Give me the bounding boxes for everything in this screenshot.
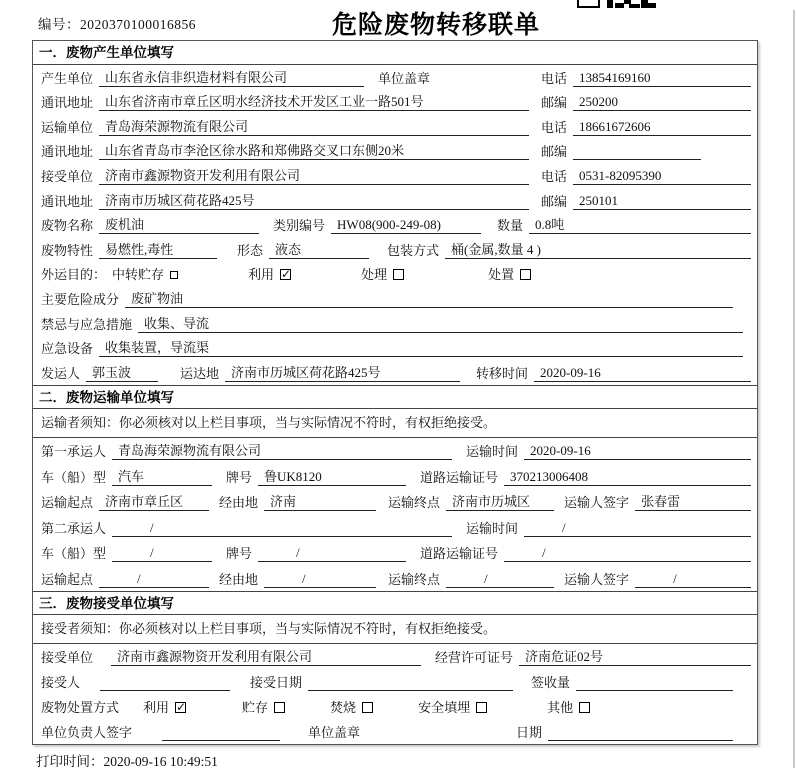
waste-form-value: 液态 [269,242,369,259]
destination-label: 运达地 [180,365,220,381]
accepting-unit-label: 接受单位 [41,649,94,665]
transporter-address-value: 山东省青岛市李沧区徐水路和郑佛路交叉口东侧20米 [99,143,529,160]
carrier2-via-label: 经由地 [219,571,259,587]
row-receiver [33,163,757,188]
row-waste-property [33,237,757,262]
carrier2-time-label: 运输时间 [466,520,519,536]
waste-qty-label: 数量 [497,218,524,234]
checkbox-icon [476,702,487,713]
waste-name-label: 废物名称 [41,218,94,234]
producer-zip-label: 邮编 [541,95,568,111]
equipment-value: 收集装置，导流渠 [99,340,743,357]
row-signature [33,719,757,744]
transporter-phone-value: 18661672606 [573,119,751,136]
purpose-option-treat: 处理 [361,267,404,283]
packaging-value: 桶(金属,数量 4 ) [445,242,751,259]
accept-date-value [308,674,513,691]
checkbox-icon [362,702,373,713]
carrier2-plate-label: 牌号 [226,546,253,562]
carrier1-vehicle-value: 汽车 [112,469,212,486]
disposal-option-use: 利用 ✓ [143,700,186,716]
row-producer [33,65,757,90]
equipment-label: 应急设备 [41,341,94,357]
serial-number [38,13,196,33]
row-carrier1-name [33,438,757,464]
accepting-unit-value: 济南市鑫源物资开发利用有限公司 [111,649,421,666]
carrier2-permit-value: / [504,545,751,562]
serial-value: 2020370100016856 [80,17,196,32]
transporter-phone-label: 电话 [541,119,568,135]
receiver-label: 接受单位 [41,168,94,184]
receiver-value: 济南市鑫源物资开发利用有限公司 [99,168,529,185]
carrier2-plate-value: / [258,545,406,562]
producer-phone-value: 13854169160 [573,70,751,87]
receiver-address-label: 通讯地址 [41,193,94,209]
row-dispatch [33,360,757,385]
qr-code-fragment [577,0,657,9]
carrier1-origin-value: 济南市章丘区 [99,494,209,511]
serial-label: 编号： [38,17,80,32]
manifest-form [32,40,758,745]
row-acceptance [33,669,757,694]
carrier1-end-value: 济南市历城区 [446,494,554,511]
receiver-zip-value: 250101 [573,193,751,210]
unit-stamp-label: 单位盖章 [308,724,361,740]
row-receiver-address [33,188,757,213]
responsible-signature-value [162,724,280,741]
row-waste-name [33,213,757,238]
transfer-time-label: 转移时间 [476,365,529,381]
carrier1-sign-label: 运输人签字 [564,495,630,511]
waste-category-label: 类别编号 [273,218,326,234]
carrier1-via-value: 济南 [264,494,376,511]
waste-property-label: 废物特性 [41,242,94,258]
transporter-notice: 运输者须知：你必须核对以上栏目事项，当与实际情况不符时，有权拒绝接受。 [33,409,757,438]
transporter-value: 青岛海荣源物流有限公司 [99,119,529,136]
producer-address-value: 山东省济南市章丘区明水经济技术开发区工业一路501号 [99,94,529,111]
transporter-label: 运输单位 [41,119,94,135]
acceptor-value [100,674,230,691]
producer-phone-label: 电话 [541,70,568,86]
row-emergency-measures [33,311,757,336]
transporter-zip-value [573,143,701,160]
carrier2-end-value: / [446,571,554,588]
carrier2-end-label: 运输终点 [388,571,441,587]
carrier1-signature: 张春雷 [635,494,751,511]
document-header [0,0,796,40]
receiver-phone-label: 电话 [541,168,568,184]
receiver-zip-label: 邮编 [541,193,568,209]
row-transfer-purpose [33,262,757,287]
dispatcher-value: 郭玉波 [86,365,158,382]
carrier2-origin-label: 运输起点 [41,571,94,587]
received-qty-label: 签收量 [531,674,571,690]
checkbox-icon [393,269,404,280]
carrier1-permit-value: 370213006408 [504,469,751,486]
row-hazard-components [33,286,757,311]
row-transporter [33,114,757,139]
row-transporter-address [33,139,757,164]
carrier2-signature: / [635,571,751,588]
hazard-label: 主要危险成分 [41,291,120,307]
receiver-phone-value: 0531-82095390 [573,168,751,185]
checkbox-checked-icon [175,702,186,713]
hazard-value: 废矿物油 [125,291,733,308]
checkbox-icon [579,702,590,713]
carrier1-value: 青岛海荣源物流有限公司 [112,443,452,460]
carrier1-via-label: 经由地 [219,495,259,511]
receiver-address-value: 济南市历城区荷花路425号 [99,193,529,210]
section1-header: 一．废物产生单位填写 [33,41,757,65]
page-title: 危险废物转移联单 [332,11,541,39]
window-edge-divider [793,10,795,768]
purpose-option-storage: 中转贮存 [112,267,178,283]
license-value: 济南危证02号 [519,649,751,666]
acceptor-label: 接受人 [41,674,81,690]
producer-address-label: 通讯地址 [41,95,94,111]
purpose-option-dispose: 处置 [488,267,531,283]
producer-value: 山东省永信非织造材料有限公司 [99,70,364,87]
dispatcher-label: 发运人 [41,365,81,381]
section2-header: 二．废物运输单位填写 [33,385,757,409]
carrier1-plate-label: 牌号 [226,469,253,485]
row-disposal-method [33,694,757,719]
responsible-signature-label: 单位负责人签字 [41,724,133,740]
checkbox-icon [170,271,178,279]
row-carrier1-route [33,489,757,515]
transfer-time-value: 2020-09-16 [534,365,751,382]
carrier2-permit-label: 道路运输证号 [420,546,499,562]
producer-label: 产生单位 [41,70,94,86]
carrier2-label: 第二承运人 [41,520,107,536]
checkbox-icon [520,269,531,280]
packaging-label: 包装方式 [387,242,440,258]
waste-property-value: 易燃性,毒性 [99,242,217,259]
disposal-option-other: 其他 [547,700,590,716]
receiver-notice: 接受者须知：你必须核对以上栏目事项，当与实际情况不符时，有权拒绝接受。 [33,615,757,644]
producer-stamp-label: 单位盖章 [378,70,431,86]
waste-form-label: 形态 [237,242,264,258]
carrier1-origin-label: 运输起点 [41,495,94,511]
disposal-option-incinerate: 焚烧 [330,700,373,716]
transporter-address-label: 通讯地址 [41,144,94,160]
disposal-label: 废物处置方式 [41,699,120,715]
row-producer-address [33,90,757,115]
carrier2-via-value: / [264,571,376,588]
waste-qty-value: 0.8吨 [529,217,751,234]
section3-header: 三．废物接受单位填写 [33,591,757,615]
row-emergency-equipment [33,336,757,361]
purpose-option-use: 利用 ✓ [248,267,291,283]
carrier1-permit-label: 道路运输证号 [420,469,499,485]
waste-name-value: 废机油 [99,217,259,234]
transporter-zip-label: 邮编 [541,144,568,160]
accept-date-label: 接受日期 [250,674,303,690]
carrier1-end-label: 运输终点 [388,495,441,511]
row-carrier2-name [33,514,757,540]
emergency-label: 禁忌与应急措施 [41,316,133,332]
carrier1-vehicle-label: 车（船）型 [41,469,107,485]
purpose-label: 外运目的： [41,267,107,283]
checkbox-icon [274,702,285,713]
row-accepting-unit [33,644,757,669]
producer-zip-value: 250200 [573,94,751,111]
row-carrier1-vehicle [33,463,757,489]
license-label: 经营许可证号 [435,649,514,665]
row-carrier2-route [33,565,757,591]
disposal-option-store: 贮存 [242,700,285,716]
row-carrier2-vehicle [33,540,757,566]
checkbox-checked-icon [280,269,291,280]
carrier2-origin-value: / [99,571,209,588]
carrier1-label: 第一承运人 [41,444,107,460]
print-time: 打印时间：2020-09-16 10:49:51 [36,754,218,768]
date-label: 日期 [516,724,543,740]
carrier2-value: / [112,520,452,537]
waste-category-value: HW08(900-249-08) [331,217,481,234]
carrier2-vehicle-value: / [112,545,212,562]
disposal-option-landfill: 安全填埋 [418,700,487,716]
received-qty-value [576,674,733,691]
carrier2-vehicle-label: 车（船）型 [41,546,107,562]
carrier1-time-value: 2020-09-16 [524,443,751,460]
carrier1-plate-value: 鲁UK8120 [258,469,406,486]
carrier2-sign-label: 运输人签字 [564,571,630,587]
emergency-value: 收集、导流 [138,316,743,333]
carrier1-time-label: 运输时间 [466,444,519,460]
date-value [548,724,733,741]
carrier2-time-value: / [524,520,751,537]
destination-value: 济南市历城区荷花路425号 [225,365,460,382]
